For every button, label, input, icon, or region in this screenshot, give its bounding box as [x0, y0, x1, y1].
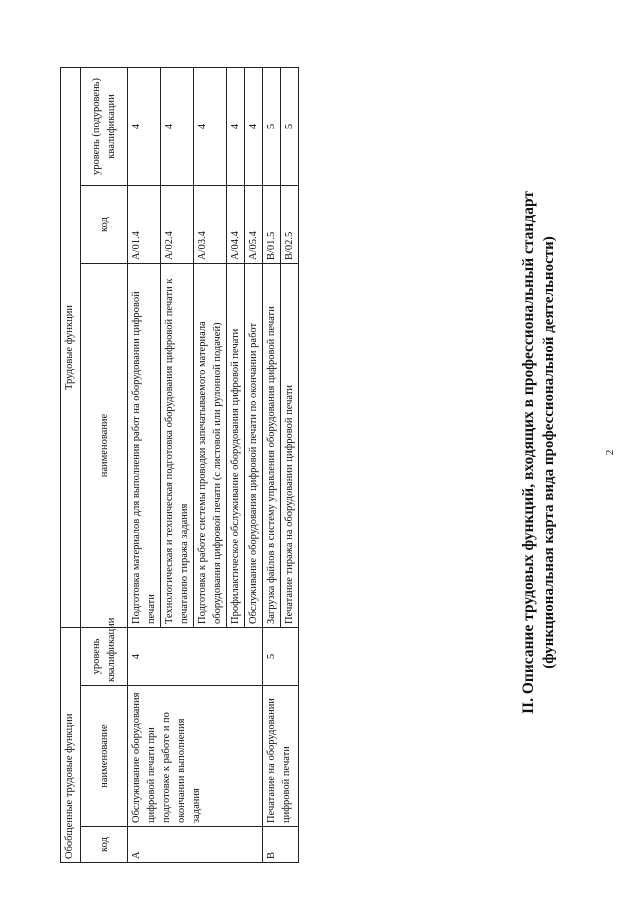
function-code: A/02.4	[161, 186, 194, 264]
header-name: наименование	[81, 686, 128, 827]
function-level: 5	[263, 67, 281, 185]
header-name-2: наименование	[81, 264, 128, 628]
header-labor: Трудовые функции	[61, 67, 81, 627]
function-level: 4	[245, 67, 263, 185]
function-name: Обслуживание оборудования цифровой печати по окончании работ	[245, 264, 263, 628]
header-code: код	[81, 827, 128, 863]
group-level: 5	[263, 628, 299, 686]
function-name: Профилактическое обслуживание оборудования цифровой печати	[227, 264, 245, 628]
table-row	[128, 67, 161, 862]
function-code: A/03.4	[194, 186, 227, 264]
function-level: 4	[194, 67, 227, 185]
function-level: 5	[281, 67, 299, 185]
function-code: B/02.5	[281, 186, 299, 264]
function-code: B/01.5	[263, 186, 281, 264]
function-code: A/01.4	[128, 186, 161, 264]
function-level: 4	[161, 67, 194, 185]
function-name: Печатание тиража на оборудовании цифровой печати	[281, 264, 299, 628]
group-level: 4	[128, 628, 263, 686]
title-line-2: (функциональная карта вида профессиональной деятельности)	[541, 236, 557, 669]
header-row-2	[81, 67, 128, 862]
function-name: Технологическая и техническая подготовка оборудования цифровой печати к печатанию тиража задания	[161, 264, 194, 628]
table-row	[263, 67, 281, 862]
functions-table	[60, 67, 299, 863]
function-code: A/05.4	[245, 186, 263, 264]
title-line-1: II. Описание трудовых функций, входящих в профессиональный стандарт	[520, 191, 537, 714]
function-code: A/04.4	[227, 186, 245, 264]
function-name: Подготовка материалов для выполнения работ на оборудовании цифровой печати	[128, 264, 161, 628]
header-level: уровень квалификации	[81, 628, 128, 686]
group-name: Обслуживание оборудования цифровой печати при подготовке к работе и по окончании выполнения задания	[128, 686, 263, 827]
function-level: 4	[128, 67, 161, 185]
function-level: 4	[227, 67, 245, 185]
function-name: Загрузка файлов в систему управления оборудования цифровой печати	[263, 264, 281, 628]
header-level-2: уровень (подуровень) квалификации	[81, 67, 128, 185]
page-title	[519, 0, 559, 905]
group-code: B	[263, 827, 299, 863]
header-code-2: код	[81, 186, 128, 264]
function-name: Подготовка к работе системы проводки запечатываемого материала оборудования цифровой печати (с листовой или рулонной подачей)	[194, 264, 227, 628]
header-generalized: Обобщенные трудовые функции	[61, 628, 81, 863]
group-code: A	[128, 827, 263, 863]
page-number: 2	[604, 449, 616, 456]
header-row-1	[61, 67, 81, 862]
group-name: Печатание на оборудовании цифровой печати	[263, 686, 299, 827]
